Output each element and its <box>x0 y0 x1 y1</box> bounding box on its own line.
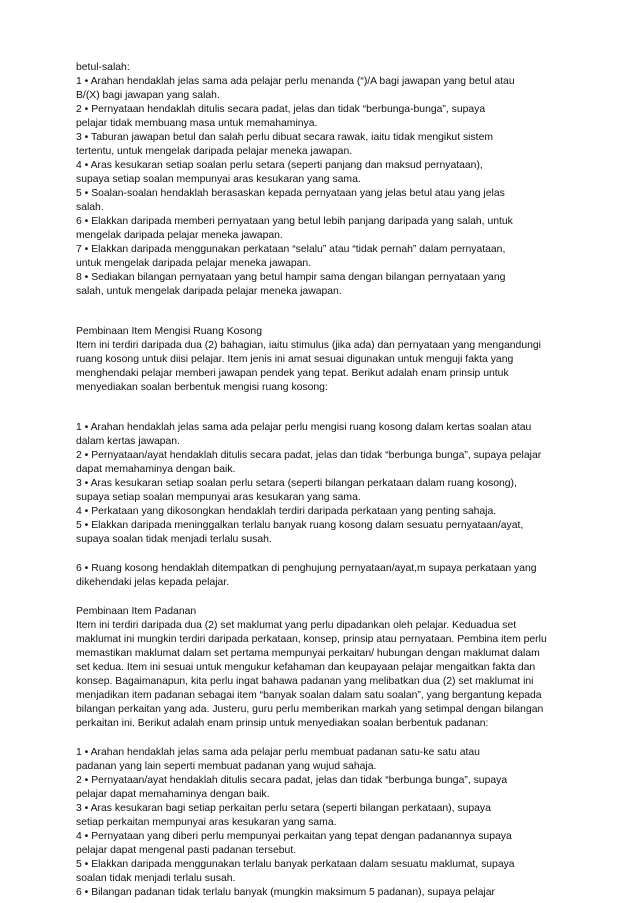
text-line: supaya setiap soalan mempunyai aras kesukaran yang sama. <box>76 492 361 503</box>
text-line: salah, untuk mengelak daripada pelajar meneka jawapan. <box>76 286 342 297</box>
text-line: 7 • Elakkan daripada menggunakan perkataan “selalu” atau “tidak pernah” dalam pernyataan, <box>76 244 506 255</box>
text-line: setiap perkaitan mempunyai aras kesukaran yang sama. <box>76 817 337 828</box>
paragraph-gap <box>76 395 566 421</box>
text-line: untuk mengelak daripada pelajar meneka jawapan. <box>76 258 312 269</box>
paragraph-gap <box>76 299 566 325</box>
true-false-principles <box>76 61 566 299</box>
text-line: 3 • Aras kesukaran setiap soalan perlu setara (seperti bilangan perkataan dalam ruang kosong), <box>76 478 517 489</box>
text-line: 6 • Bilangan padanan tidak terlalu banyak (mungkin maksimum 5 padanan), supaya pelajar <box>76 887 495 898</box>
text-line: supaya soalan tidak menjadi terlalu susah. <box>76 534 272 545</box>
text-line: menjadikan item padanan sebagai item “banyak soalan dalam satu soalan”, yang bergantung kepada <box>76 690 542 701</box>
text-line: salah. <box>76 202 104 213</box>
text-line: 8 • Sediakan bilangan pernyataan yang betul hampir sama dengan bilangan pernyataan yang <box>76 272 506 283</box>
text-line: 6 • Ruang kosong hendaklah ditempatkan di penghujung pernyataan/ayat,m supaya perkataan yang <box>76 563 537 574</box>
text-line: memastikan maklumat dalam set pertama mempunyai perkaitan/ hubungan dengan maklumat dalam <box>76 648 540 659</box>
text-line: bilangan perkaitan yang ada. Justeru, guru perlu memberikan markah yang setimpal dengan bilangan <box>76 704 544 715</box>
text-line: 5 • Soalan-soalan hendaklah berasaskan kepada pernyataan yang jelas betul atau yang jelas <box>76 188 505 199</box>
paragraph-gap <box>76 547 566 562</box>
text-line: 2 • Pernyataan/ayat hendaklah ditulis secara padat, jelas dan tidak “berbunga bunga”, supaya pelajar <box>76 450 542 461</box>
fill-in-blank-intro <box>76 325 566 395</box>
text-line: padanan yang lain seperti membuat padanan yang wujud sahaja. <box>76 761 377 772</box>
text-line: 4 • Aras kesukaran setiap soalan perlu setara (seperti panjang dan maksud pernyataan), <box>76 160 483 171</box>
text-line: dalam kertas jawapan. <box>76 436 180 447</box>
text-line: 5 • Elakkan daripada meninggalkan terlalu banyak ruang kosong dalam sesuatu pernyataan/ayat, <box>76 520 524 531</box>
text-line: 1 • Arahan hendaklah jelas sama ada pelajar perlu mengisi ruang kosong dalam kertas soalan atau <box>76 422 532 433</box>
document-page <box>76 61 566 900</box>
text-line: set kedua. Item ini sesuai untuk mengukur kefahaman dan keupayaan pelajar mengaitkan fakta dan <box>76 662 536 673</box>
text-line: konsep. Bagaimanapun, kita perlu ingat bahawa padanan yang melibatkan dua (2) set maklumat ini <box>76 676 534 687</box>
text-line: 3 • Aras kesukaran bagi setiap perkaitan perlu setara (seperti bilangan perkataan), supaya <box>76 803 491 814</box>
text-line: soalan tidak menjadi terlalu susah. <box>76 873 236 884</box>
matching-principles <box>76 746 566 900</box>
text-line: 5 • Elakkan daripada menggunakan terlalu banyak perkataan dalam sesuatu maklumat, supaya <box>76 859 515 870</box>
text-line: maklumat ini mungkin terdiri daripada perkataan, konsep, prinsip atau pernyataan. Pembina item perlu <box>76 634 547 645</box>
text-line: 1 • Arahan hendaklah jelas sama ada pelajar perlu membuat padanan satu-ke satu atau <box>76 747 480 758</box>
fill-in-blank-principle-6 <box>76 562 566 590</box>
text-line: tertentu, untuk mengelak daripada pelajar meneka jawapan. <box>76 146 353 157</box>
text-line: Item ini terdiri daripada dua (2) bahagian, iaitu stimulus (jika ada) dan pernyataan yang mengandungi <box>76 340 541 351</box>
text-line: mengelak daripada pelajar meneka jawapan. <box>76 230 283 241</box>
section-heading: Pembinaan Item Padanan <box>76 606 197 617</box>
text-line: pelajar dapat mengenal pasti padanan tersebut. <box>76 845 297 856</box>
text-line: menyediakan soalan berbentuk mengisi ruang kosong: <box>76 382 328 393</box>
text-line: dikehendaki jelas kepada pelajar. <box>76 577 230 588</box>
text-line: ruang kosong untuk diisi pelajar. Item jenis ini amat sesuai digunakan untuk menguji fakta yang <box>76 354 514 365</box>
text-line: Item ini terdiri daripada dua (2) set maklumat yang perlu dipadankan oleh pelajar. Keduadua set <box>76 620 517 631</box>
text-line: pelajar dapat memahaminya dengan baik. <box>76 789 270 800</box>
text-line: pelajar tidak membuang masa untuk memahaminya. <box>76 118 318 129</box>
text-line: 2 • Pernyataan/ayat hendaklah ditulis secara padat, jelas dan tidak “berbunga bunga”, supaya <box>76 775 508 786</box>
text-line: 4 • Pernyataan yang diberi perlu mempunyai perkaitan yang tepat dengan padanannya supaya <box>76 831 512 842</box>
paragraph-gap <box>76 731 566 746</box>
text-line: 6 • Elakkan daripada memberi pernyataan yang betul lebih panjang daripada yang salah, untuk <box>76 216 513 227</box>
text-line: betul-salah: <box>76 62 130 73</box>
text-line: 1 • Arahan hendaklah jelas sama ada pelajar perlu menanda (“)/A bagi jawapan yang betul atau <box>76 76 515 87</box>
text-line: 3 • Taburan jawapan betul dan salah perlu dibuat secara rawak, iaitu tidak mengikut sistem <box>76 132 494 143</box>
text-line: menghendaki pelajar memberi jawapan pendek yang tepat. Berikut adalah enam prinsip untuk <box>76 368 509 379</box>
text-line: dapat memahaminya dengan baik. <box>76 464 236 475</box>
fill-in-blank-principles <box>76 421 566 547</box>
text-line: B/(X) bagi jawapan yang salah. <box>76 90 220 101</box>
section-heading: Pembinaan Item Mengisi Ruang Kosong <box>76 326 262 337</box>
text-line: 4 • Perkataan yang dikosongkan hendaklah terdiri daripada perkataan yang penting sahaja. <box>76 506 497 517</box>
text-line: supaya setiap soalan mempunyai aras kesukaran yang sama. <box>76 174 361 185</box>
text-line: 2 • Pernyataan hendaklah ditulis secara padat, jelas dan tidak “berbunga-bunga”, supaya <box>76 104 486 115</box>
matching-intro <box>76 605 566 731</box>
text-line: perkaitan ini. Berikut adalah enam prinsip untuk menyediakan soalan berbentuk padanan: <box>76 718 489 729</box>
paragraph-gap <box>76 590 566 605</box>
